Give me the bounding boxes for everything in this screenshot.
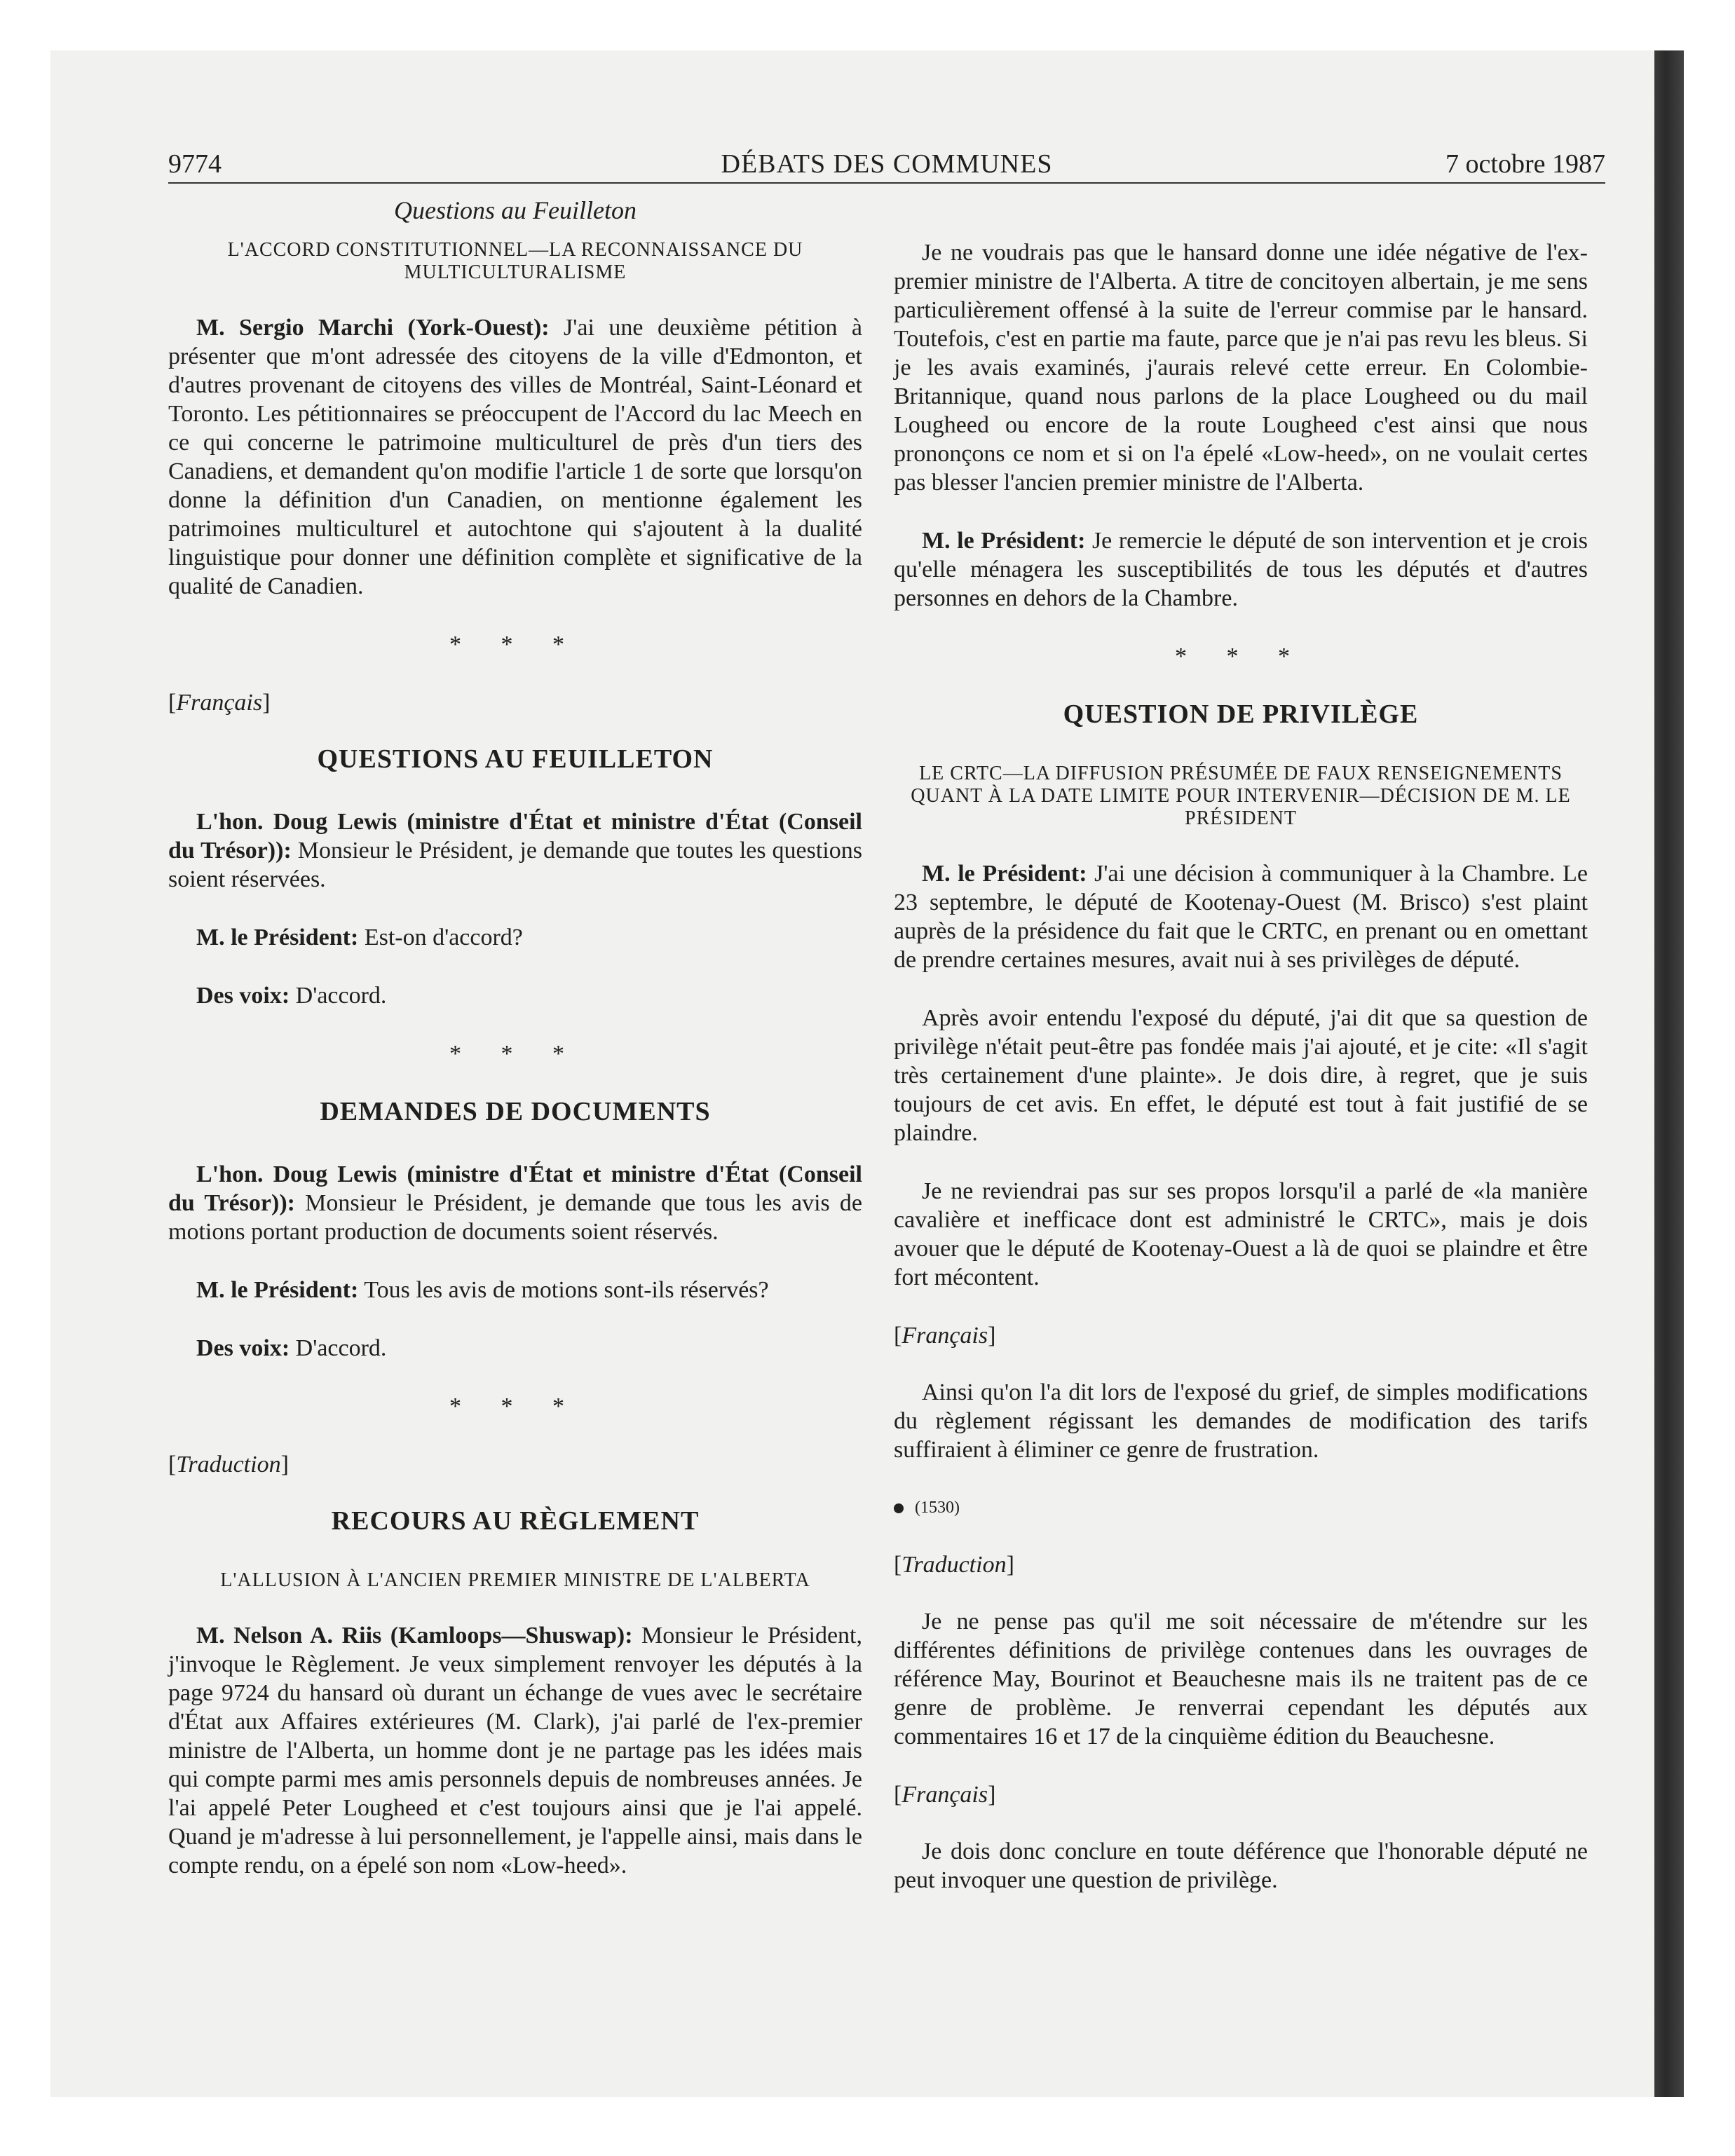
speaker: M. le Président: — [922, 861, 1087, 887]
speaker: L'hon. Doug Lewis (ministre d'État et ministre d'État (Conseil du Trésor)): — [168, 809, 862, 864]
speech-text: Tous les avis de motions sont-ils réservés? — [358, 1277, 769, 1303]
speech-text: D'accord. — [290, 1335, 387, 1361]
speaker: M. le Président: — [196, 925, 359, 950]
paragraph — [168, 1334, 862, 1363]
language-marker: [Traduction] — [168, 1452, 289, 1478]
subheading: L'ACCORD CONSTITUTIONNEL—LA RECONNAISSANCE DU MULTICULTURALISME — [227, 239, 803, 283]
paragraph: Je ne voudrais pas que le hansard donne une idée négative de l'ex-premier ministre de l'Alberta. A titre de concitoyen albertain, je me sens particulièrement offensé à la suite de l'erreur commise par le hansard. Toutefois, c'est en partie ma faute, parce que je n'ai pas revu les bleus. Si je les avais examinés, j'aurais relevé cette erreur. En Colombie-Britannique, quand nous parlons de la place Lougheed ou du mail Lougheed ou encore de la route Lougheed c'est ainsi que nous prononçons ce nom et si on l'a épelé «Low-heed», on ne voulait certes pas blesser l'ancien premier ministre de l'Alberta. — [894, 240, 1588, 496]
section-separator: * * * — [449, 1393, 581, 1419]
page-number: 9774 — [168, 149, 222, 179]
paragraph — [894, 859, 1588, 974]
right-column — [894, 238, 1588, 1924]
speaker: Des voix: — [196, 1335, 290, 1361]
paragraph — [168, 1160, 862, 1246]
speaker: M. Nelson A. Riis (Kamloops—Shuswap): — [196, 1623, 633, 1649]
language-marker: [Traduction] — [894, 1552, 1014, 1578]
left-column — [168, 196, 862, 1909]
paragraph: Je ne pense pas qu'il me soit nécessaire de m'étendre sur les différentes définitions de privilège contenues dans les ouvrages de référence May, Bourinot et Beauchesne mais ils ne traitent pas de ce genre de problème. Je renverrai cependant les députés aux commentaires 16 et 17 de la cinquième édition du Beauchesne. — [894, 1609, 1588, 1749]
speaker: Des voix: — [196, 983, 290, 1009]
language-marker: [Français] — [894, 1782, 996, 1808]
section-heading: QUESTIONS AU FEUILLETON — [317, 744, 714, 774]
speech-text: Est-on d'accord? — [358, 925, 523, 950]
paragraph — [168, 1621, 862, 1880]
section-title: Questions au Feuilleton — [394, 196, 637, 224]
subheading: L'ALLUSION À L'ANCIEN PREMIER MINISTRE DE L'ALBERTA — [220, 1569, 810, 1591]
speaker: M. le Président: — [196, 1277, 359, 1303]
speaker: M. Sergio Marchi (York-Ouest): — [196, 315, 550, 341]
journal-title: DÉBATS DES COMMUNES — [721, 149, 1053, 179]
paragraph — [894, 526, 1588, 613]
section-separator: * * * — [1175, 643, 1307, 669]
time-marker: (1530) — [894, 1494, 1588, 1522]
section-heading: RECOURS AU RÈGLEMENT — [331, 1506, 700, 1536]
speech-text: Je remercie le député de son intervention et je crois qu'elle ménagera les susceptibilités de tous les députés et d'autres personnes en dehors de la Chambre. — [894, 528, 1588, 611]
speaker: L'hon. Doug Lewis (ministre d'État et ministre d'État (Conseil du Trésor)): — [168, 1161, 862, 1216]
page-date: 7 octobre 1987 — [1445, 149, 1605, 179]
scan-edge — [1654, 50, 1684, 2097]
speech-text: J'ai une deuxième pétition à présenter que m'ont adressée des citoyens de la ville d'Edmonton, et d'autres provenant de citoyens des villes de Montréal, Saint-Léonard et Toronto. Les pétitionnaires se préoccupent de l'Accord du lac Meech en ce qui concerne le patrimoine multiculturel de près d'un tiers des Canadiens, et demandent qu'on modifie l'article 1 de sorte que lorsqu'on donne la définition d'un Canadien, on mentionne également les patrimoines multiculturel et autochtone qui s'ajoutent à la dualité linguistique pour donner une définition complète et significative de la qualité de Canadien. — [168, 315, 862, 599]
speaker: M. le Président: — [922, 528, 1086, 554]
speech-text: D'accord. — [290, 983, 387, 1009]
paragraph: Je dois donc conclure en toute déférence que l'honorable député ne peut invoquer une question de privilège. — [894, 1838, 1588, 1893]
paragraph: Après avoir entendu l'exposé du député, j'ai dit que sa question de privilège n'était peut-être pas fondée mais j'ai ajouté, et je cite: «Il s'agit très certainement d'une plainte». Je dois dire, à regret, que je suis toujours de cet avis. En effet, le député est tout à fait justifié de se plaindre. — [894, 1005, 1588, 1146]
language-marker: [Français] — [168, 690, 271, 716]
section-heading: DEMANDES DE DOCUMENTS — [320, 1097, 711, 1126]
paragraph — [168, 923, 862, 952]
language-marker: [Français] — [894, 1323, 996, 1349]
paragraph — [168, 1276, 862, 1304]
paragraph: Je ne reviendrai pas sur ses propos lorsqu'il a parlé de «la manière cavalière et inefficace dont est administré le CRTC», mais je dois avouer que le député de Kootenay-Ouest a là de quoi se plaindre et être fort mécontent. — [894, 1178, 1588, 1290]
bullet-icon — [894, 1503, 904, 1513]
section-heading: QUESTION DE PRIVILÈGE — [1063, 700, 1419, 729]
speech-text: Monsieur le Président, j'invoque le Règlement. Je veux simplement renvoyer les députés à la page 9724 du hansard où durant un échange de vues avec le secrétaire d'État aux Affaires extérieures (M. Clark), j'ai parlé de l'ex-premier ministre de l'Alberta, un homme dont je ne partage pas les idées mais qui compte parmi mes amis personnels depuis de nombreuses années. Je l'ai appelé Peter Lougheed et c'est toujours ainsi que je l'ai appelé. Quand je m'adresse à lui personnellement, je l'appelle ainsi, mais dans le compte rendu, on a épelé son nom «Low-heed». — [168, 1623, 863, 1878]
page-header — [168, 149, 1605, 184]
speech-text: Monsieur le Président, je demande que toutes les questions soient réservées. — [168, 838, 862, 892]
paragraph: Ainsi qu'on l'a dit lors de l'exposé du grief, de simples modifications du règlement régissant les demandes de modification des tarifs suffiraient à éliminer ce genre de frustration. — [894, 1379, 1588, 1463]
speech-text: Monsieur le Président, je demande que tous les avis de motions portant production de documents soient réservés. — [168, 1190, 862, 1245]
speech-text: J'ai une décision à communiquer à la Chambre. Le 23 septembre, le député de Kootenay-Ouest (M. Brisco) s'est plaint auprès de la présidence du fait que le CRTC, en prenant ou en omettant de prendre certaines mesures, avait nui à ses privilèges de député. — [894, 861, 1588, 973]
section-separator: * * * — [449, 1041, 581, 1067]
paragraph — [168, 313, 862, 601]
section-separator: * * * — [449, 632, 581, 657]
subheading: LE CRTC—LA DIFFUSION PRÉSUMÉE DE FAUX RENSEIGNEMENTS QUANT À LA DATE LIMITE POUR INTERVENIR—DÉCISION DE M. LE PRÉSIDENT — [911, 763, 1571, 829]
paragraph — [168, 807, 862, 894]
paragraph — [168, 981, 862, 1010]
